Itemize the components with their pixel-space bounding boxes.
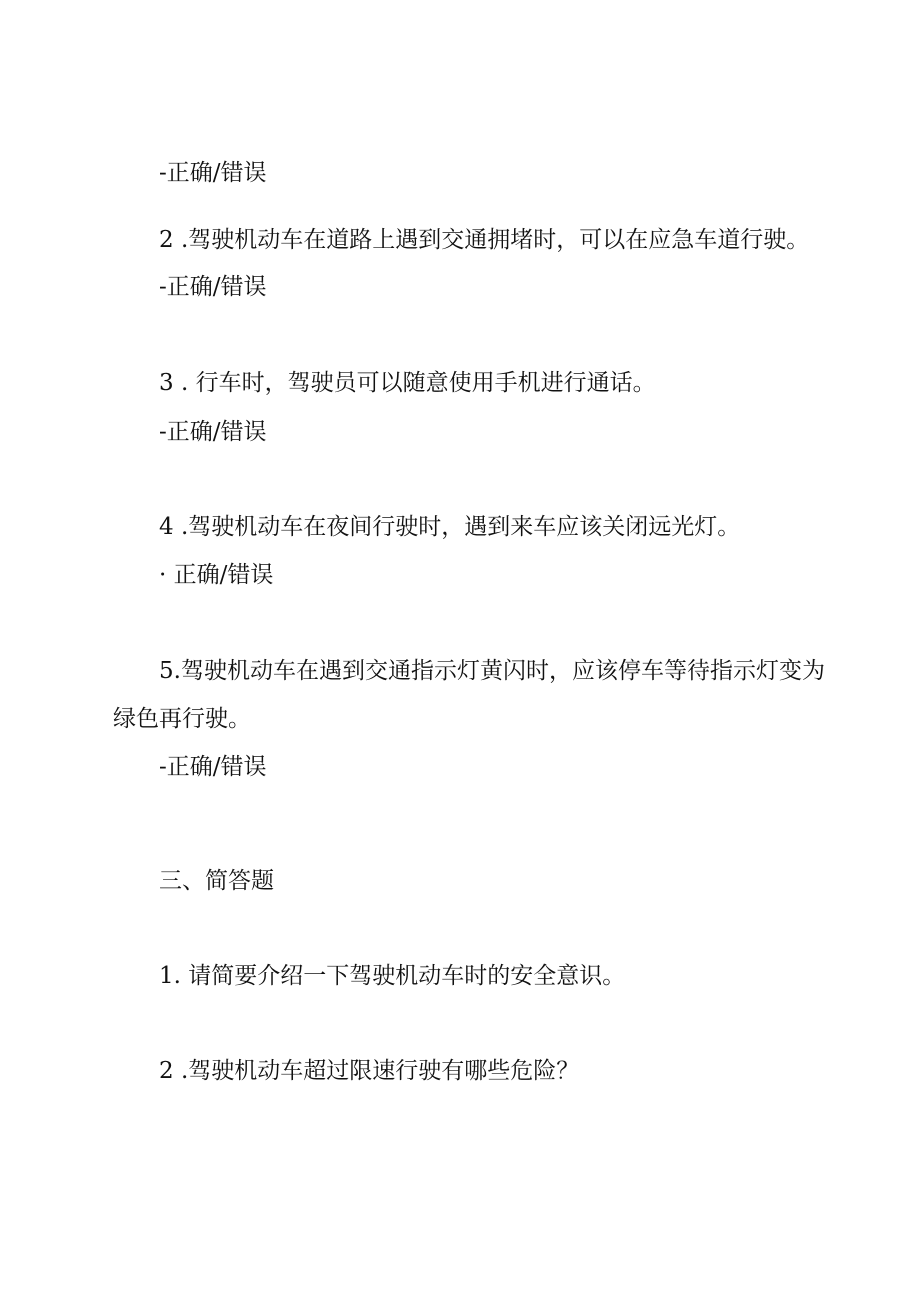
- answer-options-line: -正确/错误: [159, 160, 267, 186]
- answer-options-line: · 正确/错误: [159, 562, 274, 588]
- question-5-text-continued: 绿色再行驶。: [113, 706, 251, 732]
- answer-options-line: -正确/错误: [159, 274, 267, 300]
- question-4-text: 4 .驾驶机动车在夜间行驶时，遇到来车应该关闭远光灯。: [159, 514, 741, 540]
- question-5-text: 5.驾驶机动车在遇到交通指示灯黄闪时，应该停车等待指示灯变为: [159, 658, 825, 684]
- section-heading: 三、简答题: [159, 868, 274, 894]
- answer-options-line: -正确/错误: [159, 419, 267, 445]
- answer-options-line: -正确/错误: [159, 754, 267, 780]
- question-2-text: 2 .驾驶机动车在道路上遇到交通拥堵时，可以在应急车道行驶。: [159, 227, 810, 253]
- question-3-text: 3 . 行车时，驾驶员可以随意使用手机进行通话。: [159, 370, 656, 396]
- short-answer-question-2: 2 .驾驶机动车超过限速行驶有哪些危险？: [159, 1058, 580, 1084]
- short-answer-question-1: 1. 请简要介绍一下驾驶机动车时的安全意识。: [159, 963, 626, 989]
